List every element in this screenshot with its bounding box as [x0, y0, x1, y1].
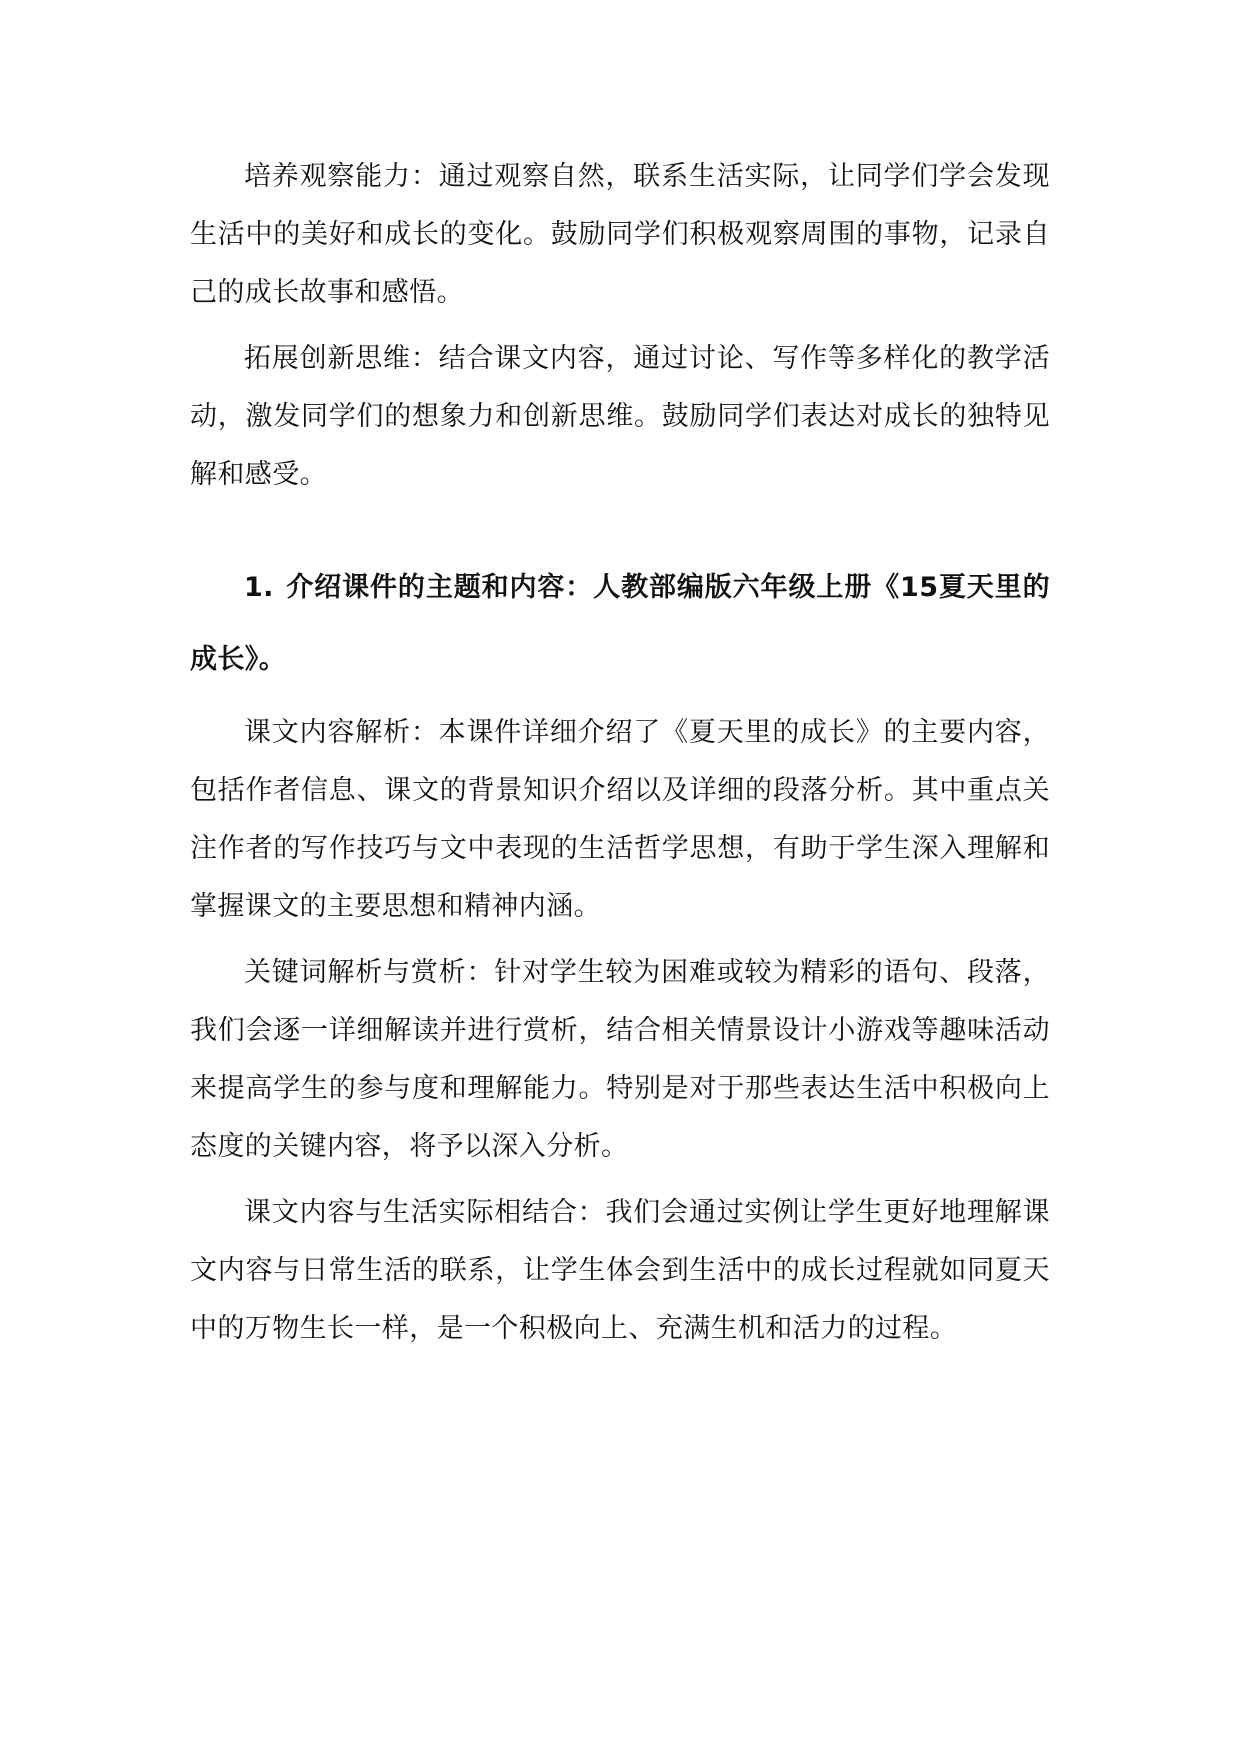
paragraph-text-analysis: 课文内容解析：本课件详细介绍了《夏天里的成长》的主要内容，包括作者信息、课文的背景知识介绍以及详细的段落分析。其中重点关注作者的写作技巧与文中表现的生活哲学思想，有助于学生深入理解和掌握课文的主要思想和精神内涵。	[190, 717, 1050, 922]
section-number: 1.	[244, 572, 274, 603]
section-heading	[190, 552, 1050, 696]
document-body	[190, 148, 1050, 1366]
section-title: 介绍课件的主题和内容：人教部编版六年级上册《15夏天里的成长》。	[190, 572, 1050, 675]
paragraph-innovative-thinking: 拓展创新思维：结合课文内容，通过讨论、写作等多样化的教学活动，激发同学们的想象力和创新思维。鼓励同学们表达对成长的独特见解和感受。	[190, 343, 1050, 490]
paragraph-life-connection: 课文内容与生活实际相结合：我们会通过实例让学生更好地理解课文内容与日常生活的联系，让学生体会到生活中的成长过程就如同夏天中的万物生长一样，是一个积极向上、充满生机和活力的过程。	[190, 1197, 1050, 1344]
paragraph-observation-ability: 培养观察能力：通过观察自然，联系生活实际，让同学们学会发现生活中的美好和成长的变化。鼓励同学们积极观察周围的事物，记录自己的成长故事和感悟。	[190, 161, 1050, 308]
paragraph-keyword-analysis: 关键词解析与赏析：针对学生较为困难或较为精彩的语句、段落，我们会逐一详细解读并进行赏析，结合相关情景设计小游戏等趣味活动来提高学生的参与度和理解能力。特别是对于那些表达生活中积极向上态度的关键内容，将予以深入分析。	[190, 957, 1050, 1162]
